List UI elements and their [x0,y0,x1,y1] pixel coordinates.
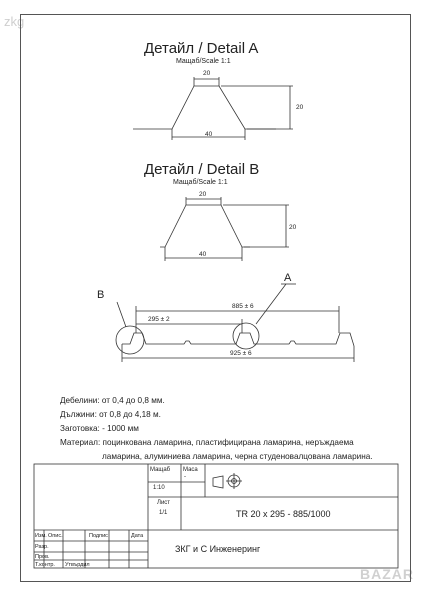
detail-b-profile [160,205,250,247]
tb-company: ЗКГ и С Инженеринг [175,544,261,554]
spec-material-line-2: ламарина, алуминиева ламарина, черна студеновалцована ламарина. [102,452,373,461]
tb-row-approved: Утвърдил [65,562,90,568]
detail-b-scale: Мащаб/Scale 1:1 [173,179,228,186]
tb-col-change: Изм. [35,533,47,539]
tb-scale-value: 1:10 [153,485,165,491]
watermark-text: zkg [4,14,25,29]
dim-total-width: 885 ± 6 [232,303,254,310]
dim-full-width: 925 ± 6 [230,350,252,357]
callout-b-label: B [97,289,105,301]
spec-material-line-1: Материал: поцинкована ламарина, пластифицирана ламарина, неръждаема [60,438,354,447]
tb-col-description: Опис. [48,533,63,539]
detail-a-top-dim: 20 [203,70,211,77]
tb-mass-label: Маса [183,467,198,473]
tb-row-tech-control: Т.контр. [35,562,55,568]
sheet-profile [122,333,354,346]
tb-scale-label: Мащаб [150,467,171,473]
detail-a-profile [133,86,276,129]
detail-b-base-dim: 40 [199,251,207,258]
tb-row-checked: Пров. [35,554,50,560]
detail-a-scale: Мащаб/Scale 1:1 [176,58,231,65]
tb-sheet-value: 1/1 [159,510,168,516]
detail-a-base-dim: 40 [205,131,213,138]
detail-b-title: Детайл / Detail B [144,161,260,178]
tb-col-date: Дата [131,533,144,539]
tb-row-designed: Разр. [35,544,49,550]
spec-blank: Заготовка: - 1000 мм [60,424,139,433]
spec-thickness: Дебелини: от 0,4 до 0,8 мм. [60,396,165,405]
tb-sheet-label: Лист [157,500,171,506]
detail-b-top-dim: 20 [199,191,207,198]
detail-b-height-dim: 20 [289,224,297,231]
tb-col-signature: Подпис [89,533,108,539]
dim-pitch: 295 ± 2 [148,316,170,323]
detail-a-height-dim: 20 [296,104,304,111]
tb-mass-value: - [184,474,186,480]
detail-a-title: Детайл / Detail A [144,40,259,57]
spec-lengths: Дължини: от 0,8 до 4,18 м. [60,410,161,419]
tb-drawing-code: TR 20 x 295 - 885/1000 [236,509,331,519]
callout-a-label: A [284,272,292,284]
bazar-logo: BAZAR [360,566,414,582]
